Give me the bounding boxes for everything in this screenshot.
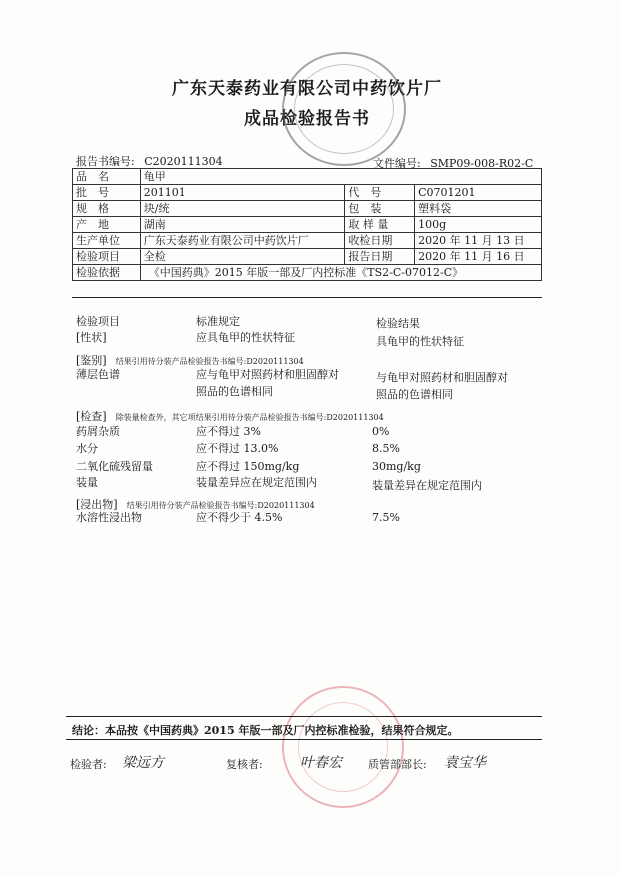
extract-label: [浸出物]	[76, 498, 118, 511]
conclusion-top-line	[66, 716, 542, 717]
basis-value: 《中国药典》2015 年版一部及厂内控标准《TS2-C-07012-C》	[140, 265, 541, 281]
dust-result: 0%	[372, 425, 390, 438]
character-result: 具龟甲的性状特征	[376, 335, 464, 348]
code-value: C0701201	[415, 185, 542, 201]
so2-result: 30mg/kg	[372, 460, 421, 473]
inspect-item-value: 全检	[140, 249, 345, 265]
water-extract-standard: 应不得少于 4.5%	[196, 511, 283, 524]
dust-standard: 应不得过 3%	[196, 425, 261, 438]
report-title: 成品检验报告书	[244, 109, 370, 129]
reviewer-label: 复核者:	[226, 758, 263, 771]
batch-label: 批 号	[73, 185, 141, 201]
package-value: 塑料袋	[415, 201, 542, 217]
company-name: 广东天泰药业有限公司中药饮片厂	[172, 79, 442, 99]
extract-note: 结果引用待分装产品检验报告书编号:D2020111304	[126, 501, 315, 510]
sample-qty-label: 取 样 量	[345, 217, 415, 233]
dust-label: 药屑杂质	[76, 425, 120, 438]
table-row	[73, 265, 542, 281]
package-label: 包 装	[345, 201, 415, 217]
product-name-label: 品 名	[73, 169, 141, 185]
basis-label: 检验依据	[73, 265, 141, 281]
fill-label: 装量	[76, 476, 98, 489]
batch-value: 201101	[140, 185, 345, 201]
table-row	[73, 169, 542, 185]
tlc-standard-line2: 照品的色谱相同	[196, 385, 273, 398]
spec-value: 块/统	[140, 201, 345, 217]
identify-note: 结果引用待分装产品检验报告书编号:D2020111304	[115, 357, 304, 366]
check-row	[76, 405, 384, 424]
report-date-value: 2020 年 11 月 16 日	[415, 249, 542, 265]
manufacturer-value: 广东天泰药业有限公司中药饮片厂	[140, 233, 345, 249]
qa-manager-signature: 袁宝华	[444, 755, 486, 771]
character-standard: 应具龟甲的性状特征	[196, 331, 295, 344]
moisture-label: 水分	[76, 442, 98, 455]
file-number-label: 文件编号:	[373, 157, 421, 170]
table-row	[73, 217, 542, 233]
moisture-result: 8.5%	[372, 442, 400, 455]
report-number-label: 报告书编号:	[76, 155, 135, 168]
report-number-value: C2020111304	[144, 155, 223, 168]
table-row	[73, 233, 542, 249]
check-note: 除装量检查外，其它项结果引用待分装产品检验报告书编号:D2020111304	[115, 413, 384, 422]
tlc-result-line2: 照品的色谱相同	[376, 388, 453, 401]
water-extract-result: 7.5%	[372, 511, 400, 524]
spec-label: 规 格	[73, 201, 141, 217]
fill-standard: 装量差异应在规定范围内	[196, 476, 317, 489]
manufacturer-label: 生产单位	[73, 233, 141, 249]
table-row	[73, 249, 542, 265]
fill-result: 装量差异在规定范围内	[372, 479, 482, 492]
inspector-label: 检验者:	[70, 758, 107, 771]
sample-qty-value: 100g	[415, 217, 542, 233]
col-result-header: 检验结果	[376, 317, 420, 330]
quality-seal-red	[282, 686, 404, 808]
product-info-table	[72, 168, 542, 281]
code-label: 代 号	[345, 185, 415, 201]
identify-label: [鉴别]	[76, 354, 107, 367]
reviewer-signature: 叶春宏	[300, 755, 342, 771]
report-date-label: 报告日期	[345, 249, 415, 265]
check-label: [检查]	[76, 410, 107, 423]
tlc-result-line1: 与龟甲对照药材和胆固醇对	[376, 371, 508, 384]
origin-value: 湖南	[140, 217, 345, 233]
so2-label: 二氧化硫残留量	[76, 460, 153, 473]
inspector-signature: 梁远方	[122, 755, 164, 771]
table-row	[73, 201, 542, 217]
origin-label: 产 地	[73, 217, 141, 233]
company-seal-gray	[282, 52, 406, 166]
col-standard-header: 标准规定	[196, 315, 240, 328]
inspect-item-label: 检验项目	[73, 249, 141, 265]
report-number	[76, 153, 223, 169]
conclusion-text: 结论：本品按《中国药典》2015 年版一部及厂内控标准检验，结果符合规定。	[72, 724, 459, 737]
tlc-standard-line1: 应与龟甲对照药材和胆固醇对	[196, 368, 339, 381]
qa-manager-label: 质管部部长:	[368, 758, 427, 771]
moisture-standard: 应不得过 13.0%	[196, 442, 279, 455]
table-row	[73, 185, 542, 201]
col-item-header: 检验项目	[76, 315, 120, 328]
character-label: [性状]	[76, 331, 107, 344]
receive-date-label: 收检日期	[345, 233, 415, 249]
conclusion-bottom-line	[66, 739, 542, 740]
water-extract-label: 水溶性浸出物	[76, 511, 142, 524]
receive-date-value: 2020 年 11 月 13 日	[415, 233, 542, 249]
table-divider	[72, 297, 542, 298]
so2-standard: 应不得过 150mg/kg	[196, 460, 300, 473]
product-name-value: 龟甲	[140, 169, 541, 185]
tlc-label: 薄层色谱	[76, 368, 120, 381]
file-number-value: SMP09-008-R02-C	[430, 157, 534, 170]
